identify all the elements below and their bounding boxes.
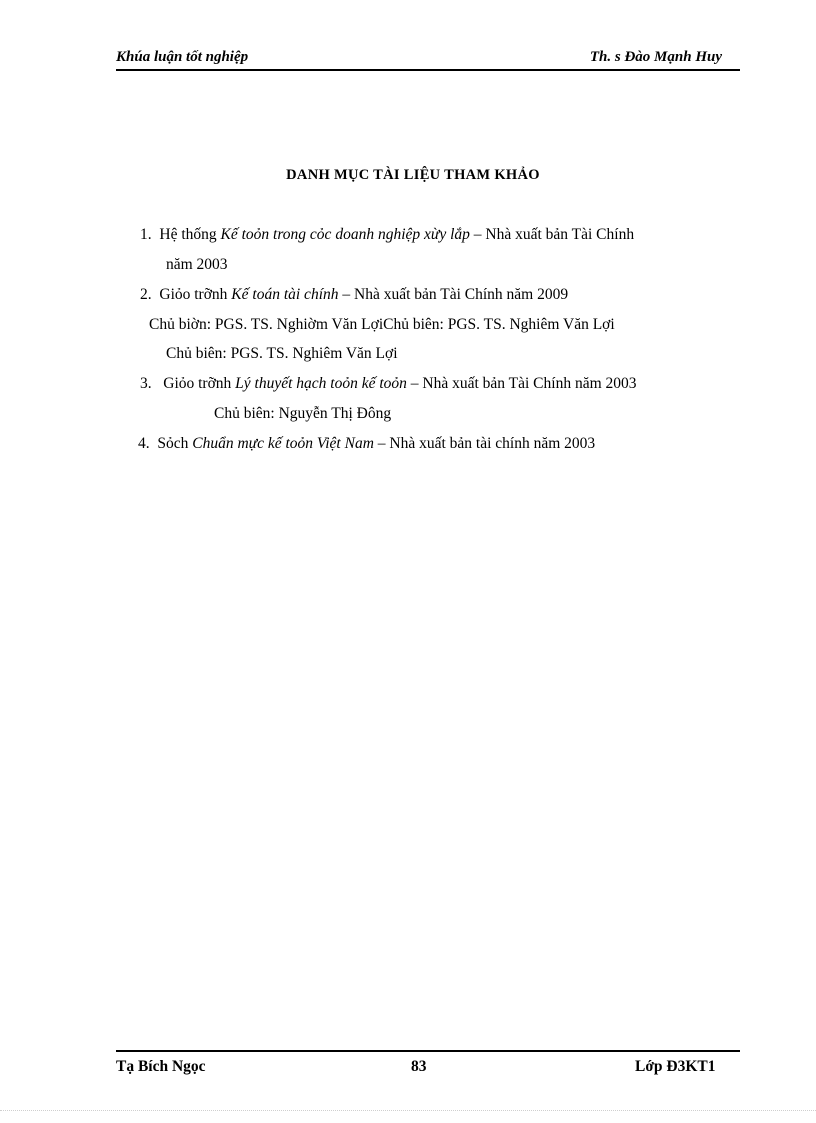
reference-4 bbox=[138, 435, 595, 453]
header-thesis-label: Khúa luận tốt nghiệp bbox=[116, 49, 249, 65]
reference-4-number: 4. bbox=[138, 435, 150, 452]
page-bottom-dotted-border bbox=[0, 1110, 816, 1111]
page-title: DANH MỤC TÀI LIỆU THAM KHẢO bbox=[286, 167, 540, 183]
reference-2-number: 2. bbox=[140, 286, 152, 303]
reference-3-book-title: Lý thuyết hạch toỏn kế toỏn bbox=[235, 375, 407, 392]
reference-2-prefix: Giỏo trỡnh bbox=[159, 286, 232, 303]
reference-2-publisher: – Nhà xuất bản Tài Chính năm 2009 bbox=[338, 286, 569, 303]
reference-3-editor: Chủ biên: Nguyễn Thị Đông bbox=[214, 405, 392, 422]
reference-1-publisher: – Nhà xuất bản Tài Chính bbox=[469, 226, 635, 243]
reference-3 bbox=[140, 375, 637, 393]
reference-1-book-title: Kế toỏn trong cỏc doanh nghiệp xừy lắp bbox=[220, 226, 470, 243]
footer-author: Tạ Bích Ngọc bbox=[116, 1058, 206, 1075]
reference-3-publisher: – Nhà xuất bản Tài Chính năm 2003 bbox=[406, 375, 637, 392]
reference-1-prefix: Hệ thống bbox=[159, 226, 221, 243]
reference-2-editor-garbled: Chủ biờn: PGS. TS. Nghiờm Văn LợiChủ biên: PGS. TS. Nghiêm Văn Lợi bbox=[149, 316, 615, 333]
footer-class: Lớp Đ3KT1 bbox=[635, 1058, 716, 1075]
reference-4-publisher: – Nhà xuất bản tài chính năm 2003 bbox=[373, 435, 596, 452]
reference-1-number: 1. bbox=[140, 226, 152, 243]
reference-2-book-title: Kế toán tài chính bbox=[231, 286, 339, 303]
reference-3-number: 3. bbox=[140, 375, 152, 392]
page-header bbox=[116, 47, 740, 71]
reference-1 bbox=[140, 226, 634, 244]
reference-2 bbox=[140, 286, 568, 304]
reference-2-editor: Chủ biên: PGS. TS. Nghiêm Văn Lợi bbox=[166, 345, 398, 362]
reference-4-prefix: Sỏch bbox=[157, 435, 193, 452]
header-advisor-name: Th. s Đào Mạnh Huy bbox=[589, 49, 722, 65]
reference-3-prefix: Giỏo trỡnh bbox=[163, 375, 236, 392]
reference-4-book-title: Chuẩn mực kế toỏn Việt Nam bbox=[192, 435, 374, 452]
reference-1-continuation: năm 2003 bbox=[166, 256, 228, 273]
footer-divider bbox=[116, 1050, 740, 1052]
footer-page-number: 83 bbox=[411, 1058, 427, 1075]
